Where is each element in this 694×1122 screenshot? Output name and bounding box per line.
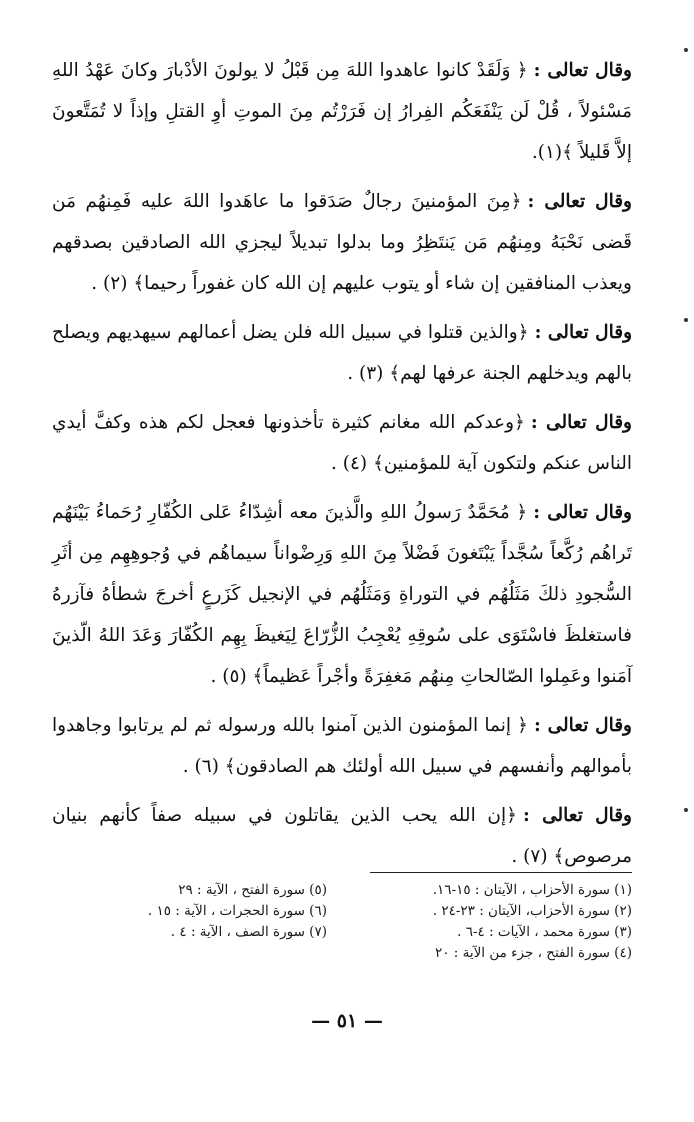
paragraph-intro: وقال تعالى : (527, 191, 632, 212)
scan-edge-mark (684, 808, 688, 812)
page-number: — ٥١ — (311, 1010, 383, 1032)
verse-text: ﴿وعدكم الله مغانم كثيرة تأخذونها فعجل لكم هذه وكفَّ أيدي الناس عنكم ولتكون آية للمؤمنين﴾ (٤) . (52, 412, 632, 474)
footnote-item: (٥) سورة الفتح ، الآية : ٢٩ (178, 882, 327, 898)
main-text (52, 50, 632, 877)
paragraph-6 (52, 705, 632, 787)
footnote-item: (٦) سورة الحجرات ، الآية : ١٥ . (147, 903, 327, 919)
paragraph-intro: وقال تعالى : (533, 502, 632, 523)
paragraph-5 (52, 492, 632, 697)
verse-text: ﴿والذين قتلوا في سبيل الله فلن يضل أعمالهم سيهديهم ويصلح بالهم ويدخلهم الجنة عرفها لهم﴾ (٣) . (52, 322, 632, 384)
footnote-item: (٤) سورة الفتح ، جزء من الآية : ٢٠ (434, 945, 632, 961)
paragraph-intro: وقال تعالى : (533, 60, 632, 81)
paragraph-intro: وقال تعالى : (522, 805, 632, 826)
paragraph-2 (52, 181, 632, 304)
footnote-item: (٣) سورة محمد ، الآيات : ٤-٦ . (457, 924, 632, 940)
paragraph-4 (52, 402, 632, 484)
paragraph-intro: وقال تعالى : (534, 322, 632, 343)
paragraph-intro: وقال تعالى : (530, 412, 632, 433)
paragraph-3 (52, 312, 632, 394)
footnote-divider (370, 872, 632, 873)
footnotes (72, 880, 632, 964)
verse-text: ﴿ إنما المؤمنون الذين آمنوا بالله ورسوله ثم لم يرتابوا وجاهدوا بأموالهم وأنفسهم في سبيل الله أولئك هم الصادقون﴾ (٦) . (52, 715, 632, 777)
paragraph-intro: وقال تعالى : (534, 715, 632, 736)
verse-text: ﴿ مُحَمَّدٌ رَسولُ اللهِ والَّذينَ معه أشِدّاءُ عَلى الكُفّارِ رُحَماءُ بَيْنَهُم تَراهُم رُكَّعاً سُجَّداً يَبْتَغونَ فَضْلاً مِنَ اللهِ وَرِضْواناً سيماهُم في وُجوهِهِم مِن أثَرِ السُّجودِ ذلكَ مَثَلُهُم في التوراةِ وَمَثَلُهُم في الإنجيل كَزَرعٍ أخرجَ شطأهُ فآزرهُ فاستغلظَ فاسْتَوَى على سُوقِهِ يُعْجِبُ الزُّرّاعَ لِيَغيظَ بِهِم الكُفّارَ وَعَدَ اللهُ الّذينَ آمَنوا وعَمِلوا الصّالحاتِ مِنهُم مَغفِرَةً وأجْراً عَظيماً﴾ (٥) . (52, 502, 632, 687)
verse-text: ﴿إن الله يحب الذين يقاتلون في سبيله صفاً كأنهم بنيان مرصوص﴾ (٧) . (52, 805, 632, 867)
footnotes-column-left (72, 880, 327, 964)
footnote-item: (٧) سورة الصف ، الآية : ٤ . (170, 924, 327, 940)
footnotes-column-right (377, 880, 632, 964)
footnote-item: (٢) سورة الأحزاب، الآيتان : ٢٣-٢٤ . (432, 903, 632, 919)
footnote-item: (١) سورة الأحزاب ، الآيتان : ١٥-١٦. (432, 882, 632, 898)
verse-text: ﴿مِنَ المؤمنينَ رجالٌ صَدَقوا ما عاهَدوا اللهَ عليه فَمِنهُم مَن قَضى نَحْبَهُ ومِنهُم مَن يَنتَظِرُ وما بدلوا تبديلاً ليجزي الله الصادقين بصدقهم ويعذب المنافقين إن شاء أو يتوب عليهم إن الله كان غفوراً رحيما﴾ (٢) . (52, 191, 632, 294)
scan-edge-mark (684, 48, 688, 52)
paragraph-1 (52, 50, 632, 173)
verse-text: ﴿ وَلَقَدْ كانوا عاهدوا اللهَ مِن قَبْلُ لا يولونَ الأدْبارَ وكانَ عَهْدُ اللهِ مَسْئولاً ، قُلْ لَن يَنْفَعَكُم الفِرارُ إن فَرَرْتُم مِنَ الموتِ أوِ القتلِ وإذاً لا تُمَتَّعونَ إلاَّ قَليلاً ﴾(١). (52, 60, 632, 163)
paragraph-7 (52, 795, 632, 877)
scan-edge-mark (684, 318, 688, 322)
